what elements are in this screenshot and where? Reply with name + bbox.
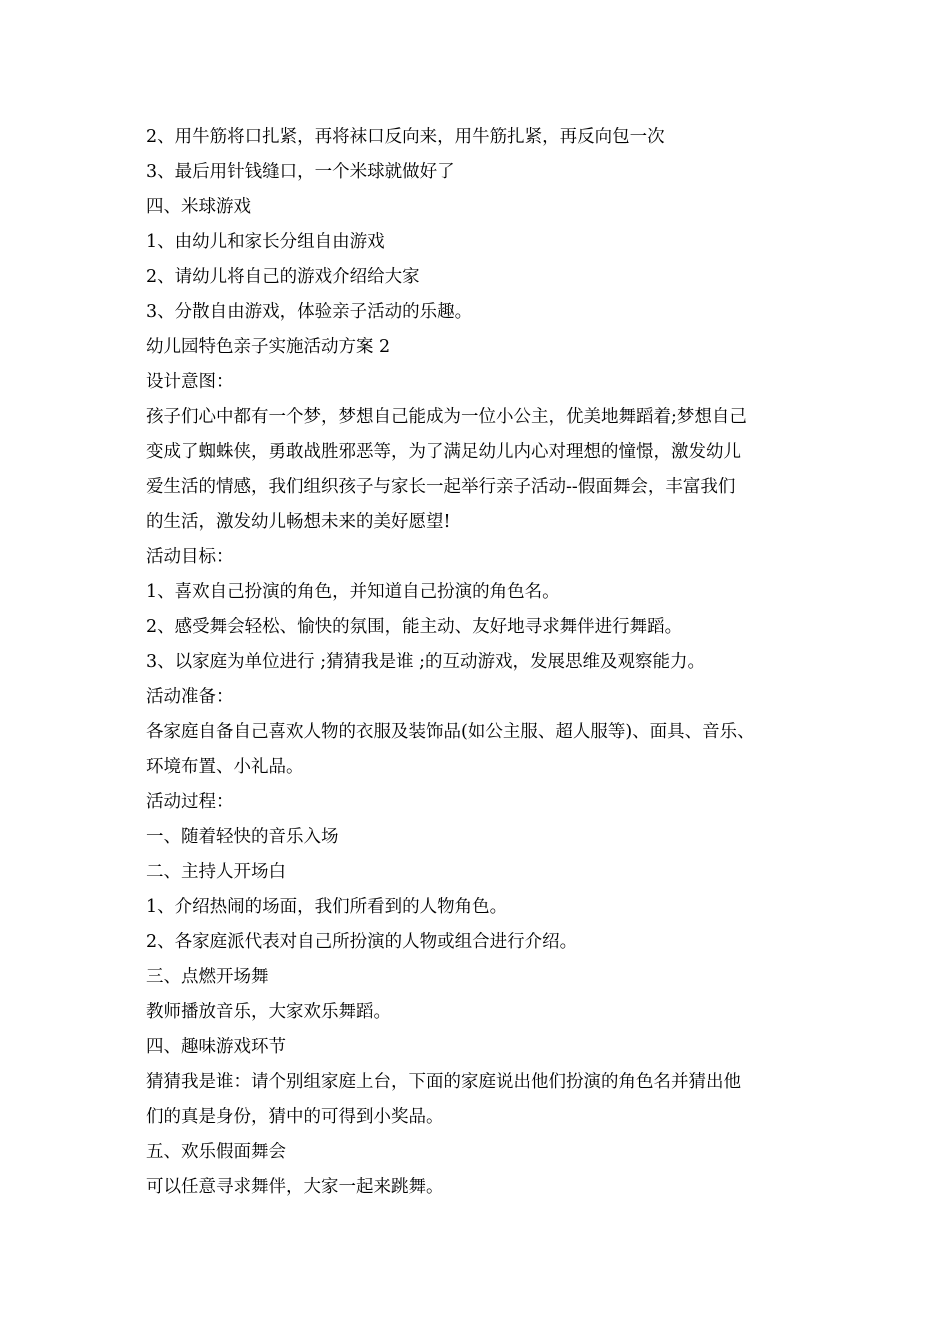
text-line: 教师播放音乐，大家欢乐舞蹈。	[146, 1002, 391, 1022]
section-heading: 五、欢乐假面舞会	[146, 1142, 286, 1162]
section-heading: 三、点燃开场舞	[146, 967, 269, 987]
paragraph-line: 变成了蜘蛛侠，勇敢战胜邪恶等，为了满足幼儿内心对理想的憧憬，激发幼儿	[146, 442, 741, 462]
text-line: 2、用牛筋将口扎紧，再将袜口反向来，用牛筋扎紧，再反向包一次	[146, 127, 665, 147]
section-heading: 活动准备：	[146, 687, 234, 707]
paragraph-line: 爱生活的情感，我们组织孩子与家长一起举行亲子活动--假面舞会，丰富我们	[146, 477, 736, 497]
paragraph-line: 猜猜我是谁：请个别组家庭上台，下面的家庭说出他们扮演的角色名并猜出他	[146, 1072, 741, 1092]
text-line: 1、喜欢自己扮演的角色，并知道自己扮演的角色名。	[146, 582, 560, 602]
text-line: 2、各家庭派代表对自己所扮演的人物或组合进行介绍。	[146, 932, 578, 952]
text-line: 2、感受舞会轻松、愉快的氛围，能主动、友好地寻求舞伴进行舞蹈。	[146, 617, 683, 637]
text-line: 3、最后用针钱缝口，一个米球就做好了	[146, 162, 455, 182]
section-heading: 四、趣味游戏环节	[146, 1037, 286, 1057]
section-heading: 一、随着轻快的音乐入场	[146, 827, 339, 847]
document-title: 幼儿园特色亲子实施活动方案 2	[146, 337, 391, 357]
paragraph-line: 环境布置、小礼品。	[146, 757, 304, 777]
paragraph-line: 各家庭自备自己喜欢人物的衣服及装饰品(如公主服、超人服等)、面具、音乐、	[146, 722, 755, 742]
paragraph-line: 的生活，激发幼儿畅想未来的美好愿望!	[146, 512, 451, 532]
text-line: 可以任意寻求舞伴，大家一起来跳舞。	[146, 1177, 444, 1197]
document-body	[146, 120, 826, 1205]
section-heading: 四、米球游戏	[146, 197, 251, 217]
text-line: 1、由幼儿和家长分组自由游戏	[146, 232, 385, 252]
section-heading: 二、主持人开场白	[146, 862, 286, 882]
text-line: 1、介绍热闹的场面，我们所看到的人物角色。	[146, 897, 508, 917]
section-heading: 活动过程：	[146, 792, 234, 812]
text-line: 3、以家庭为单位进行 ;猜猜我是谁 ;的互动游戏，发展思维及观察能力。	[146, 652, 706, 672]
paragraph-line: 孩子们心中都有一个梦，梦想自己能成为一位小公主，优美地舞蹈着;梦想自己	[146, 407, 747, 427]
section-heading: 活动目标：	[146, 547, 234, 567]
section-heading: 设计意图：	[146, 372, 234, 392]
text-line: 3、分散自由游戏，体验亲子活动的乐趣。	[146, 302, 473, 322]
paragraph-line: 们的真是身份，猜中的可得到小奖品。	[146, 1107, 444, 1127]
text-line: 2、请幼儿将自己的游戏介绍给大家	[146, 267, 420, 287]
